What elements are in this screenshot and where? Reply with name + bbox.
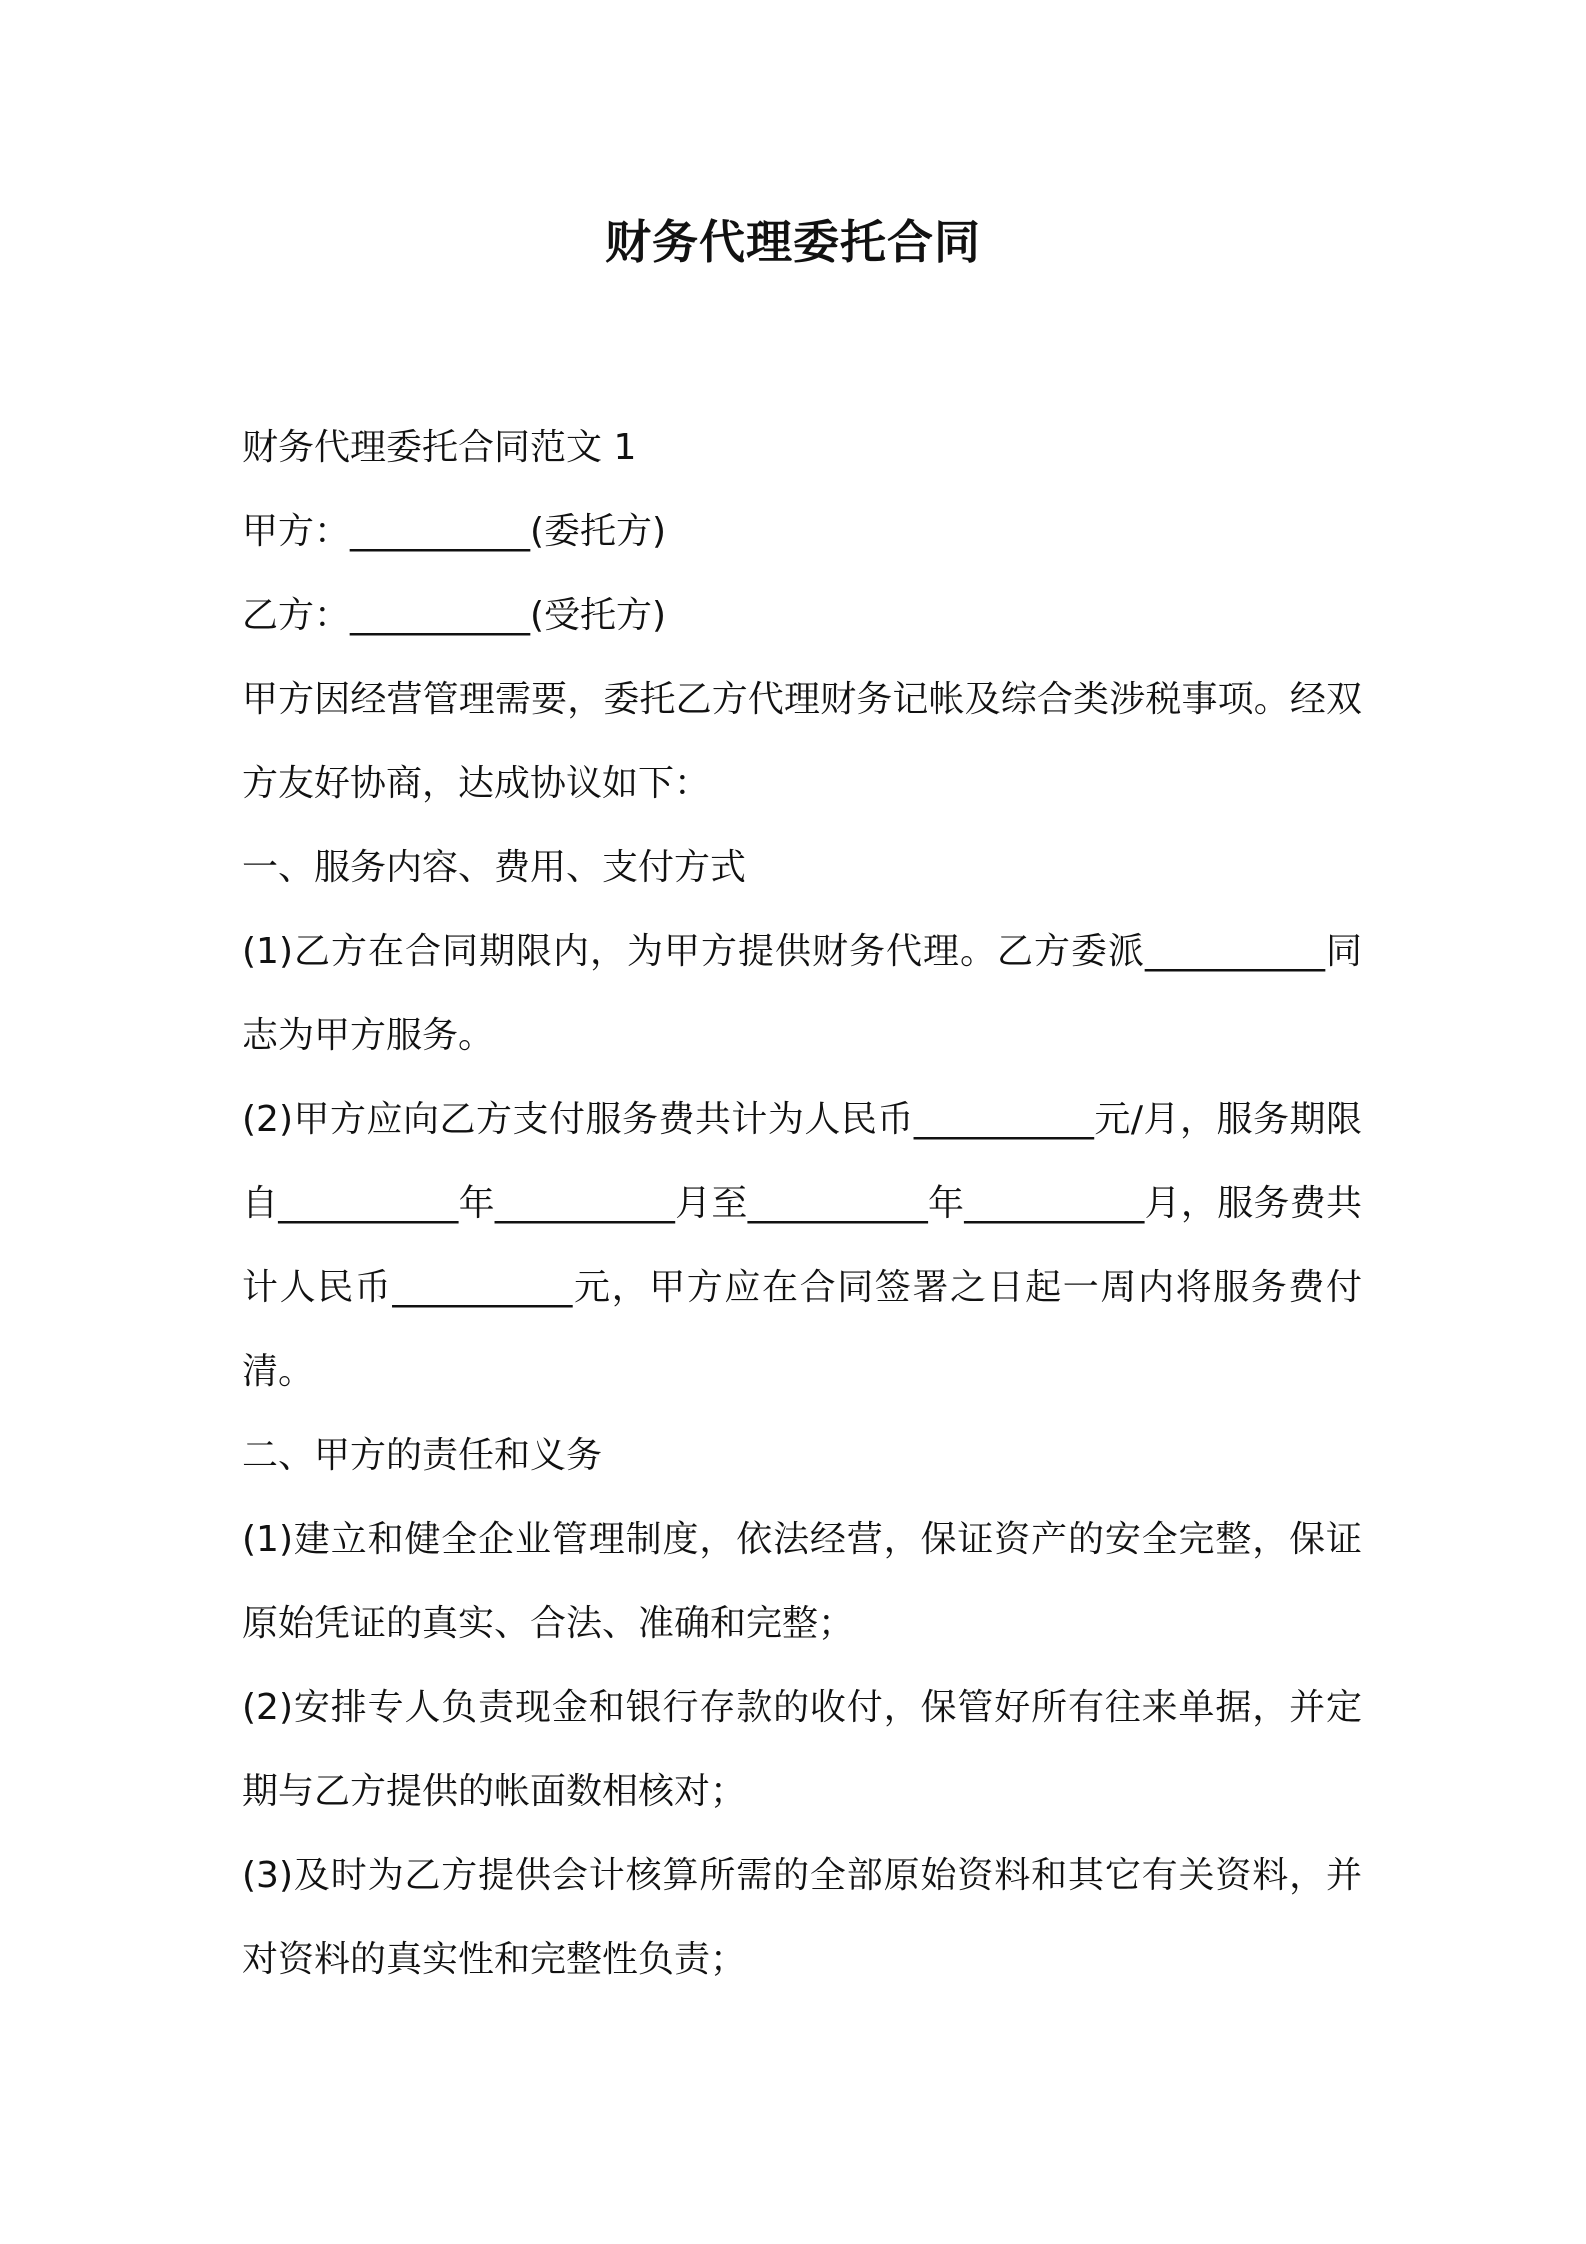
section-heading-2: 二、甲方的责任和义务 (242, 1435, 603, 1476)
section-heading-1: 一、服务内容、费用、支付方式 (242, 847, 747, 888)
paragraph-party-a: 甲方：__________(委托方) (242, 511, 667, 552)
clause-2-1: (1)建立和健全企业管理制度，依法经营，保证资产的安全完整，保证原始凭证的真实、合法、准确和完整； (242, 1519, 1362, 1644)
clause-1-1: (1)乙方在合同期限内，为甲方提供财务代理。乙方委派__________同志为甲方服务。 (242, 931, 1362, 1056)
clause-1-2: (2)甲方应向乙方支付服务费共计为人民币__________元/月，服务期限自__________年__________月至__________年__________月，服务费共计人民币__________元，甲方应在合同签署之日起一周内将服务费付清。 (242, 1099, 1362, 1392)
document-body (242, 406, 1362, 2002)
paragraph-intro: 甲方因经营管理需要，委托乙方代理财务记帐及综合类涉税事项。经双方友好协商，达成协议如下： (242, 679, 1362, 804)
clause-2-2: (2)安排专人负责现金和银行存款的收付，保管好所有往来单据，并定期与乙方提供的帐面数相核对； (242, 1687, 1362, 1812)
paragraph-party-b: 乙方：__________(受托方) (242, 595, 667, 636)
document-title: 财务代理委托合同 (605, 215, 981, 269)
clause-2-3: (3)及时为乙方提供会计核算所需的全部原始资料和其它有关资料，并对资料的真实性和完整性负责； (242, 1855, 1362, 1980)
paragraph-subtitle: 财务代理委托合同范文 1 (242, 427, 637, 468)
